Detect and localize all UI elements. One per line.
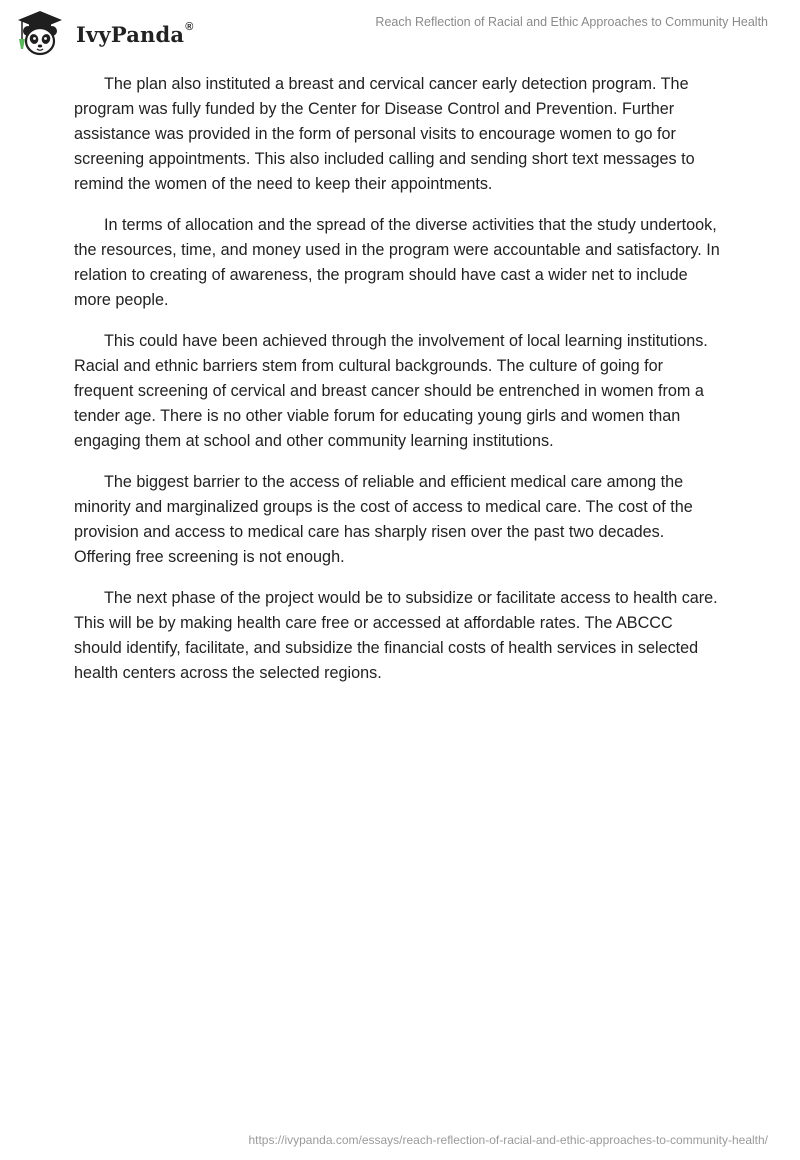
paragraph: The plan also instituted a breast and cervical cancer early detection program. The program was fully funded by the Center for Disease Control and Prevention. Further assistance was provided in the form of personal visits to encourage women to go for screening appointments. This also included calling and sending short text messages to remind the women of the need to keep their appointments. — [74, 75, 695, 193]
paragraph: This could have been achieved through the involvement of local learning institutions. Racial and ethnic barriers stem from cultural backgrounds. The culture of going for frequent screening of cervical and breast cancer should be entrenched in women from a tender age. There is no other viable forum for educating young girls and women than engaging them at school and other community learning institutions. — [74, 332, 708, 450]
source-url-link[interactable]: https://ivypanda.com/essays/reach-reflection-of-racial-and-ethic-approaches-to-community-health/ — [248, 1133, 768, 1147]
paragraph: In terms of allocation and the spread of the diverse activities that the study undertook, the resources, time, and money used in the program were accountable and satisfactory. In relation to creating of awareness, the program should have cast a wider net to include more people. — [74, 216, 720, 309]
brand-name: IvyPanda® — [76, 21, 194, 47]
ivypanda-logo[interactable] — [14, 8, 194, 58]
document-title: Reach Reflection of Racial and Ethic Approaches to Community Health — [375, 15, 768, 29]
essay-body — [74, 72, 724, 702]
paragraph: The biggest barrier to the access of reliable and efficient medical care among the minority and marginalized groups is the cost of access to medical care. The cost of the provision and access to medical care has sharply risen over the past two decades. Offering free screening is not enough. — [74, 473, 693, 566]
registered-mark: ® — [185, 21, 194, 33]
panda-graduation-icon — [14, 9, 66, 57]
paragraph: The next phase of the project would be to subsidize or facilitate access to health care. This will be by making health care free or accessed at affordable rates. The ABCCC should identify, facilitate, and subsidize the financial costs of health services in selected health centers across the selected regions. — [74, 589, 718, 682]
